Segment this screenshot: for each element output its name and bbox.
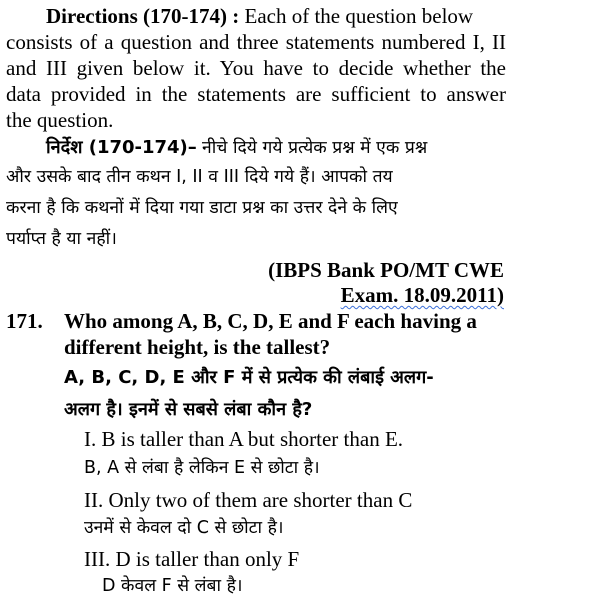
question-text-line-1: Who among A, B, C, D, E and F each having a (64, 309, 477, 333)
statement-1-en: I. B is taller than A but shorter than E. (84, 427, 404, 451)
statement-3-hi: D केवल F से लंबा है। (102, 576, 243, 596)
source-line-1: (IBPS Bank PO/MT CWE (268, 258, 504, 282)
directions-line-1 (6, 4, 506, 28)
statement-2-hi: उनमें से केवल दो C से छोटा है। (84, 518, 284, 538)
directions-line-4: data provided in the statements are sufficient to answer (6, 82, 506, 106)
hindi-directions-label: निर्देश (170-174)– (46, 137, 197, 158)
statement-3-en: III. D is taller than only F (84, 547, 300, 571)
directions-label: Directions (170-174) : (46, 4, 240, 28)
source-line-2 (6, 283, 504, 307)
statement-1-hi: B, A से लंबा है लेकिन E से छोटा है। (84, 458, 320, 478)
question-hindi-line-1: A, B, C, D, E और F में से प्रत्येक की लंबाई अलग- (64, 367, 434, 388)
hindi-directions-line-1 (6, 134, 506, 160)
question-hindi-line-2: अलग है। इनमें से सबसे लंबा कौन है? (64, 399, 313, 420)
hindi-directions-text: नीचे दिये गये प्रत्येक प्रश्न में एक प्रश्न (202, 138, 428, 158)
hindi-directions-line-4: पर्याप्त है या नहीं। (6, 229, 117, 249)
directions-text: Each of the question below (244, 4, 474, 28)
directions-line-3: and III given below it. You have to decide whether the (6, 56, 506, 80)
hindi-directions-line-3: करना है कि कथनों में दिया गया डाटा प्रश्न का उत्तर देने के लिए (6, 198, 398, 218)
question-text-line-2: different height, is the tallest? (64, 335, 331, 359)
question-number: 171. (6, 309, 43, 333)
directions-line-2: consists of a question and three statements numbered I, II (6, 30, 506, 54)
statement-2-en: II. Only two of them are shorter than C (84, 488, 413, 512)
directions-line-5: the question. (6, 108, 114, 132)
hindi-directions-line-2: और उसके बाद तीन कथन I, II व III दिये गये हैं। आपको तय (6, 167, 393, 187)
source-date: Exam. 18.09.2011) (340, 283, 504, 307)
